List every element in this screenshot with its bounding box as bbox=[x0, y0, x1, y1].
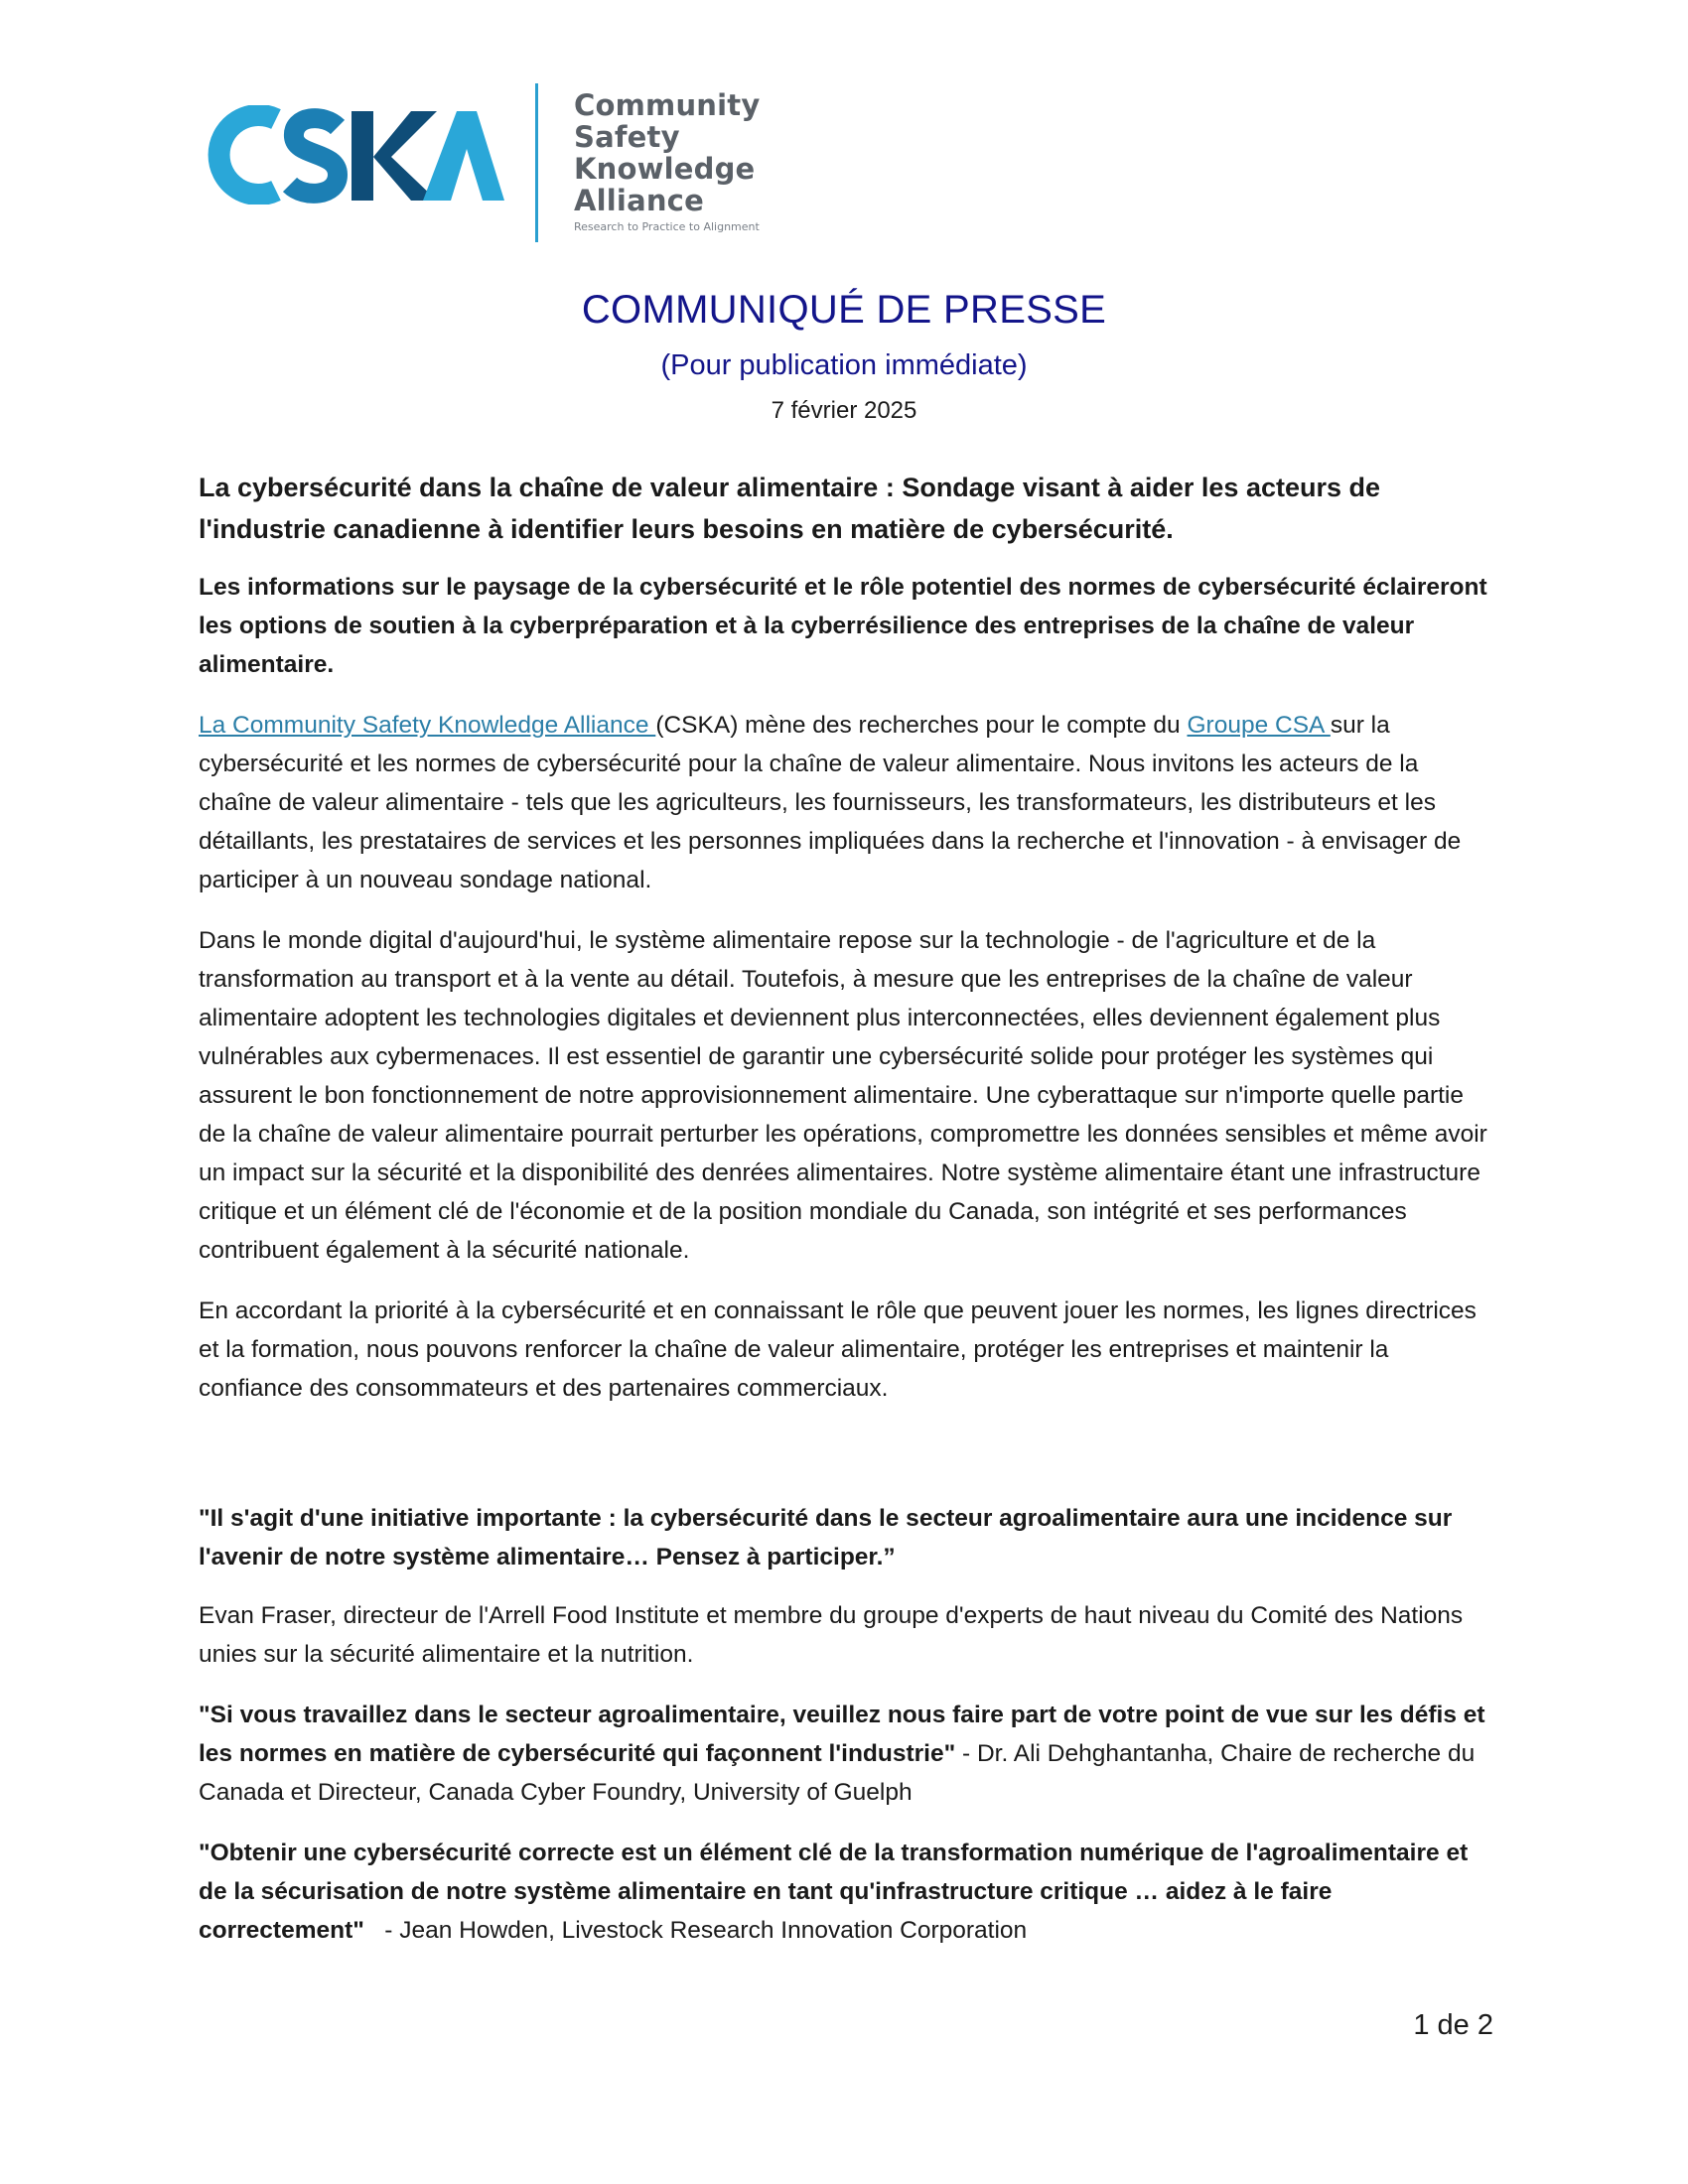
press-release-title: COMMUNIQUÉ DE PRESSE bbox=[581, 288, 1107, 332]
cska-link[interactable]: La Community Safety Knowledge Alliance bbox=[199, 712, 656, 739]
logo-tagline: Research to Practice to Alignment bbox=[574, 220, 760, 233]
priority-paragraph: En accordant la priorité à la cybersécurité et en connaissant le rôle que peuvent jouer les normes, les lignes directrices et la formation, nous pouvons renforcer la chaîne de valeur alimentaire, protéger les entreprises et maintenir la confiance des consommateurs et des partenaires commerciaux. bbox=[199, 1297, 1477, 1402]
quote-howden: "Obtenir une cybersécurité correcte est un élément clé de la transformation numérique de l'agroalimentaire et de la sécurisation de notre système alimentaire en tant qu'infrastructure critique … aidez à le faire correctement" bbox=[199, 1840, 1469, 1944]
quote-howden-block bbox=[199, 1834, 1489, 1950]
press-release-body bbox=[199, 467, 1489, 1972]
attribution-fraser: Evan Fraser, directeur de l'Arrell Food Institute et membre du groupe d'experts de haut niveau du Comité des Nations unies sur la sécurité alimentaire et la nutrition. bbox=[199, 1602, 1464, 1668]
quote-fraser: "Il s'agit d'une initiative importante : la cybersécurité dans le secteur agroalimentaire aura une incidence sur l'avenir de notre système alimentaire… Pensez à participer.” bbox=[199, 1505, 1453, 1570]
attribution-howden: - Jean Howden, Livestock Research Innovation Corporation bbox=[363, 1917, 1028, 1944]
cska-logo bbox=[207, 83, 763, 244]
logo-letter-c bbox=[219, 115, 276, 195]
intro-paragraph bbox=[199, 706, 1489, 899]
context-paragraph: Dans le monde digital d'aujourd'hui, le système alimentaire repose sur la technologie - de l'agriculture et de la transformation au transport et à la vente au détail. Toutefois, à mesure que les entreprises de la chaîne de valeur alimentaire adoptent les technologies digitales et deviennent plus interconnectées, elles deviennent également plus vulnérables aux cybermenaces. Il est essentiel de garantir une cybersécurité solide pour protéger les systèmes qui assurent le bon fonctionnement de notre approvisionnement alimentaire. Une cyberattaque sur n'importe quelle partie de la chaîne de valeur alimentaire pourrait perturber les opérations, compromettre les données sensibles et même avoir un impact sur la sécurité et la disponibilité des denrées alimentaires. Notre système alimentaire étant une infrastructure critique et un élément clé de l'économie et de la position mondiale du Canada, son intégrité et ses performances contribuent également à la sécurité nationale. bbox=[199, 927, 1487, 1264]
logo-line-2: Safety bbox=[574, 120, 680, 154]
logo-line-3: Knowledge bbox=[574, 152, 756, 186]
press-release-subtitle: (Pour publication immédiate) bbox=[660, 349, 1028, 381]
quote-dehghantanha: "Si vous travaillez dans le secteur agroalimentaire, veuillez nous faire part de votre point de vue sur les défis et les normes en matière de cybersécurité qui façonnent l'industrie" bbox=[199, 1702, 1485, 1767]
logo-divider bbox=[535, 83, 538, 242]
logo-wordmark bbox=[574, 89, 760, 233]
logo-line-4: Alliance bbox=[574, 184, 704, 217]
logo-letter-k-arms bbox=[373, 111, 437, 201]
logo-letter-k-stem bbox=[352, 111, 373, 201]
intro-text-1: (CSKA) mène des recherches pour le compte du bbox=[655, 712, 1188, 739]
page-number: 1 de 2 bbox=[1413, 2009, 1493, 2041]
intro-text-2: sur la cybersécurité et les normes de cybersécurité pour la chaîne de valeur alimentaire. Nous invitons les acteurs de la chaîne de valeur alimentaire - tels que les agriculteurs, les fournisseurs, les transformateurs, les distributeurs et les détaillants, les prestataires de services et les personnes impliquées dans la recherche et l'innovation - à envisager de participer à un nouveau sondage national. bbox=[199, 712, 1462, 893]
logo-letter-s bbox=[290, 118, 338, 194]
lead-paragraph: Les informations sur le paysage de la cybersécurité et le rôle potentiel des normes de cybersécurité éclaireront les options de soutien à la cyberpréparation et à la cyberrésilience des entreprises de la chaîne de valeur alimentaire. bbox=[199, 574, 1487, 678]
release-date: 7 février 2025 bbox=[771, 397, 917, 424]
headline: La cybersécurité dans la chaîne de valeur alimentaire : Sondage visant à aider les acteurs de l'industrie canadienne à identifier leurs besoins en matière de cybersécurité. bbox=[199, 473, 1381, 544]
logo-line-1: Community bbox=[574, 88, 761, 122]
cska-logo-mark bbox=[207, 105, 504, 205]
logo-letter-a bbox=[423, 111, 504, 201]
quote-dehghantanha-block bbox=[199, 1696, 1489, 1812]
attribution-dehghantanha: - Dr. Ali Dehghantanha, Chaire de recherche du Canada et Directeur, Canada Cyber Foundry, University of Guelph bbox=[199, 1740, 1476, 1806]
csa-group-link[interactable]: Groupe CSA bbox=[1187, 712, 1331, 739]
